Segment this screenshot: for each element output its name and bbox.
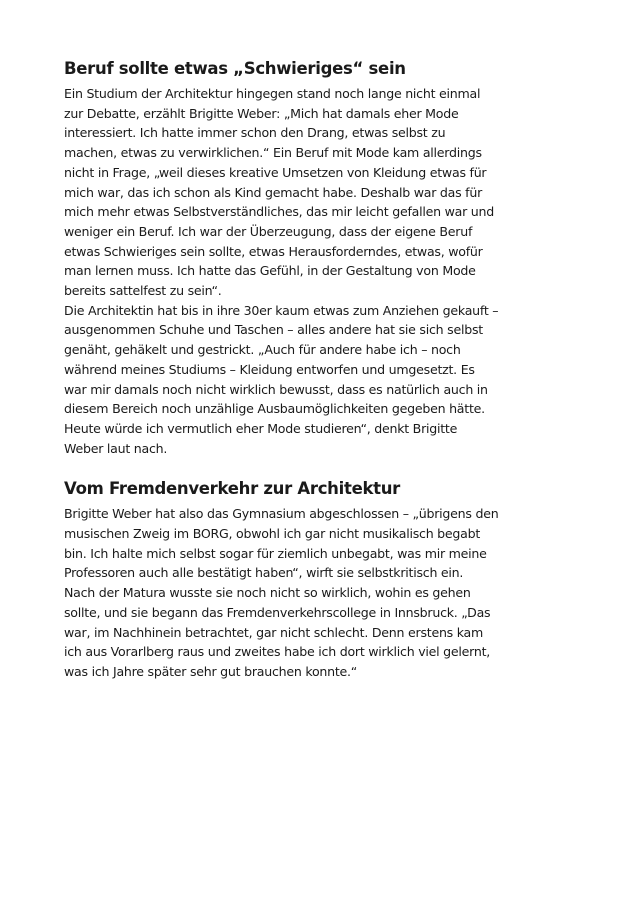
- text-line: ausgenommen Schuhe und Taschen – alles andere hat sie sich selbst: [64, 322, 483, 338]
- text-line: Weber laut nach.: [64, 440, 168, 456]
- section-body: [64, 84, 584, 458]
- text-line: bin. Ich halte mich selbst sogar für ziemlich unbegabt, was mir meine: [64, 545, 487, 561]
- text-line: etwas Schwieriges sein sollte, etwas Herausforderndes, etwas, wofür: [64, 243, 483, 259]
- text-line: diesem Bereich noch unzählige Ausbaumöglichkeiten gegeben hätte.: [64, 401, 485, 417]
- text-line: bereits sattelfest zu sein“.: [64, 283, 222, 299]
- text-line: Heute würde ich vermutlich eher Mode studieren“, denkt Brigitte: [64, 420, 458, 436]
- text-line: weniger ein Beruf. Ich war der Überzeugung, dass der eigene Beruf: [64, 223, 473, 239]
- text-line: war, im Nachhinein betrachtet, gar nicht schlecht. Denn erstens kam: [64, 624, 484, 640]
- text-line: genäht, gehäkelt und gestrickt. „Auch für andere habe ich – noch: [64, 342, 461, 358]
- text-line: mich mehr etwas Selbstverständliches, das mir leicht gefallen war und: [64, 204, 494, 220]
- text-line: mich war, das ich schon als Kind gemacht habe. Deshalb war das für: [64, 184, 483, 200]
- section-tourism-to-architecture: [64, 478, 584, 681]
- section-heading: Beruf sollte etwas „Schwieriges“ sein: [64, 59, 406, 78]
- section-body: [64, 504, 584, 681]
- section-heading: Vom Fremdenverkehr zur Architektur: [64, 479, 401, 499]
- text-line: man lernen muss. Ich hatte das Gefühl, in der Gestaltung von Mode: [64, 263, 476, 279]
- text-line: Professoren auch alle bestätigt haben“, wirft sie selbstkritisch ein.: [64, 565, 464, 581]
- text-line: Brigitte Weber hat also das Gymnasium abgeschlossen – „übrigens den: [64, 506, 499, 522]
- text-line: Nach der Matura wusste sie noch nicht so wirklich, wohin es gehen: [64, 585, 471, 601]
- text-line: ich aus Vorarlberg raus und zweites habe ich dort wirklich viel gelernt,: [64, 644, 491, 660]
- text-line: was ich Jahre später sehr gut brauchen konnte.“: [64, 663, 358, 679]
- section-career: [64, 58, 584, 458]
- text-line: nicht in Frage, „weil dieses kreative Umsetzen von Kleidung etwas für: [64, 164, 487, 180]
- text-line: interessiert. Ich hatte immer schon den Drang, etwas selbst zu: [64, 125, 446, 141]
- article: [64, 58, 584, 682]
- text-line: sollte, und sie begann das Fremdenverkehrscollege in Innsbruck. „Das: [64, 604, 491, 620]
- text-line: zur Debatte, erzählt Brigitte Weber: „Mich hat damals eher Mode: [64, 105, 459, 121]
- text-line: Ein Studium der Architektur hingegen stand noch lange nicht einmal: [64, 86, 481, 101]
- text-line: musischen Zweig im BORG, obwohl ich gar nicht musikalisch begabt: [64, 526, 481, 542]
- text-line: machen, etwas zu verwirklichen.“ Ein Beruf mit Mode kam allerdings: [64, 145, 482, 161]
- text-line: war mir damals noch nicht wirklich bewusst, dass es natürlich auch in: [64, 381, 488, 397]
- text-line: während meines Studiums – Kleidung entworfen und umgesetzt. Es: [64, 361, 475, 377]
- text-line: Die Architektin hat bis in ihre 30er kaum etwas zum Anziehen gekauft –: [64, 302, 499, 318]
